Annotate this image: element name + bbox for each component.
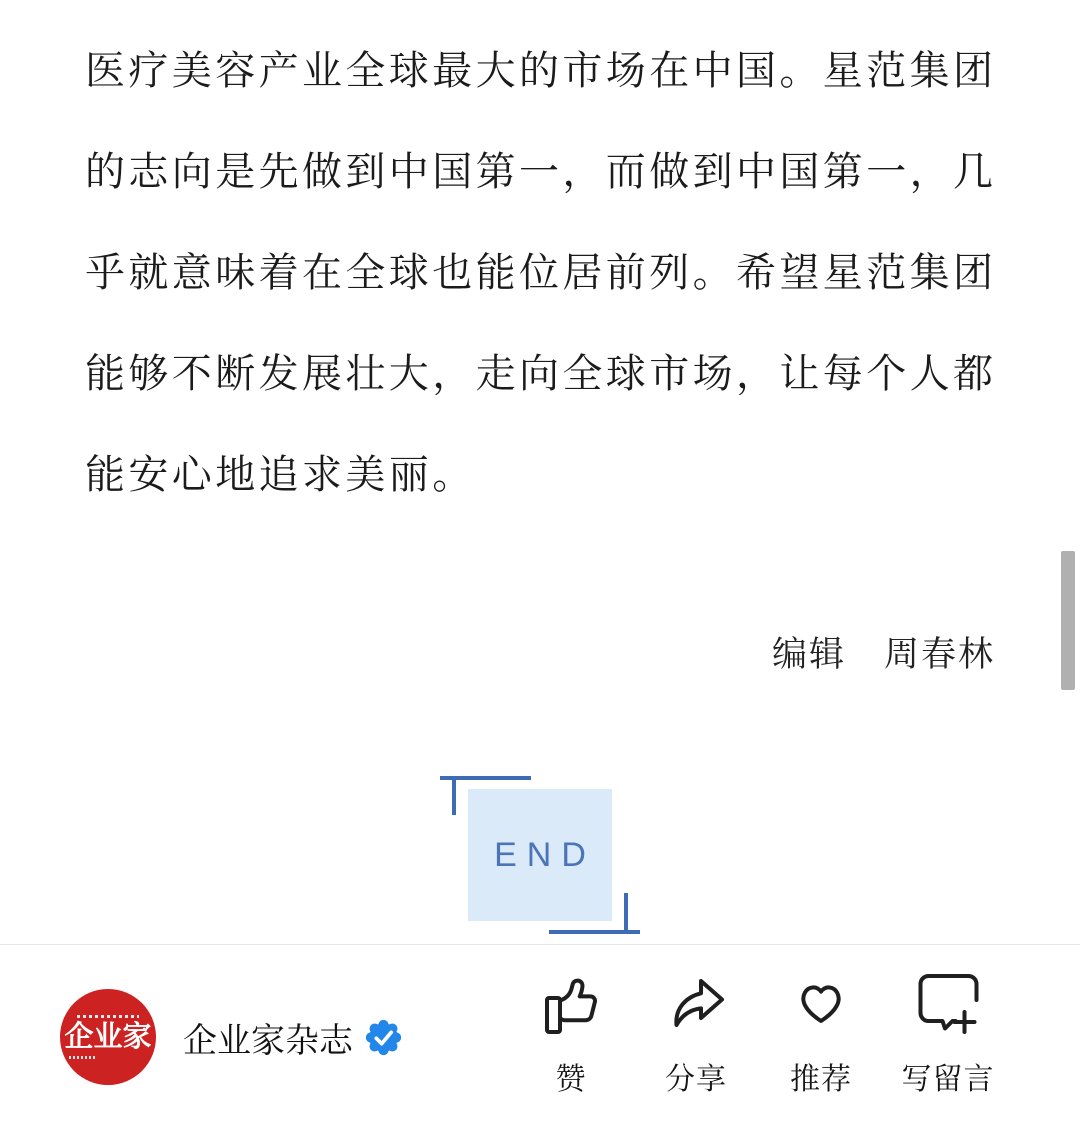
write-comment-button[interactable] <box>902 972 995 1098</box>
recommend-button[interactable] <box>790 972 852 1098</box>
paragraph-line: 的志向是先做到中国第一，而做到中国第一，几 <box>85 150 997 194</box>
editor-label: 编辑 <box>771 635 846 674</box>
share-label: 分享 <box>665 1063 727 1096</box>
article-paragraph <box>85 21 997 526</box>
thumbs-up-icon <box>543 972 599 1040</box>
like-button[interactable] <box>543 972 599 1098</box>
paragraph-line: 能够不断发展壮大，走向全球市场，让每个人都 <box>85 352 997 396</box>
scrollbar-thumb[interactable] <box>1061 551 1075 690</box>
share-button[interactable] <box>665 972 727 1098</box>
avatar-deco-dots <box>77 1015 139 1018</box>
verified-badge-icon <box>365 1019 402 1056</box>
account-avatar[interactable] <box>60 989 156 1085</box>
paragraph-line: 医疗美容产业全球最大的市场在中国。星范集团 <box>85 49 997 93</box>
heart-icon <box>790 972 852 1040</box>
paragraph-line: 乎就意味着在全球也能位居前列。希望星范集团 <box>85 251 997 295</box>
like-label: 赞 <box>555 1063 587 1096</box>
end-decor-top-tick <box>452 776 456 815</box>
avatar-deco-subtext <box>69 1056 95 1059</box>
footer-bar <box>0 944 1080 1122</box>
share-arrow-icon <box>665 972 727 1040</box>
paragraph-line: 能安心地追求美丽。 <box>85 453 476 497</box>
account-name[interactable]: 企业家杂志 <box>183 1021 353 1060</box>
end-decor-bottom-tick <box>624 893 628 934</box>
account-info[interactable] <box>60 989 402 1085</box>
editor-name: 周春林 <box>883 635 995 674</box>
end-decor-bottom-line <box>549 930 640 934</box>
write-comment-label: 写留言 <box>901 1063 995 1096</box>
end-marker-label: END <box>494 835 596 874</box>
editor-credit <box>85 635 995 675</box>
comment-plus-icon <box>902 972 995 1040</box>
avatar-logo-text: 企业家 <box>64 1021 152 1053</box>
recommend-label: 推荐 <box>790 1063 852 1096</box>
end-marker <box>468 789 612 921</box>
